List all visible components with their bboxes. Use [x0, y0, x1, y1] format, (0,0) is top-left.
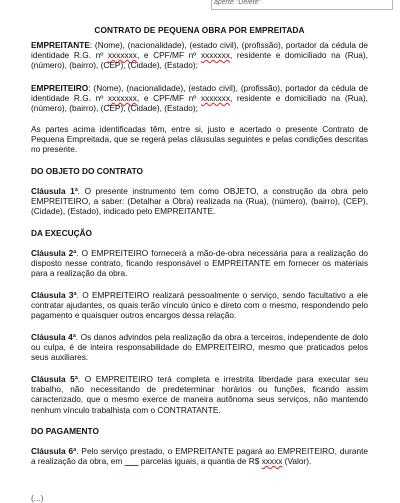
clausula-6-label: Cláusula 6ª [31, 446, 77, 456]
clausula-1-label: Cláusula 1ª [31, 186, 78, 196]
clausula-2-label: Cláusula 2ª [31, 248, 77, 258]
clausula-6-value: xxxxx [261, 456, 283, 467]
clausula-6 [31, 446, 368, 466]
section-pagamento-heading: DO PAGAMENTO [31, 426, 99, 436]
clausula-4 [31, 332, 368, 363]
empreitante-cpf: xxxxxxx [200, 50, 230, 61]
intro-paragraph: As partes acima identificadas têm, entre si, justo e acertado o presente Contrato de Pequena Empreitada, que se regerá pelas cláusulas seguintes e pelas condições descritas no presente. [31, 124, 368, 155]
clausula-3-text: . O EMPREITEIRO realizará pessoalmente o serviço, sendo facultativo a ele contratar ajudantes, os quais terão vínculo único e direto com o mesmo, respondendo pelo pagamento e quaisquer outros encargos dessa relação. [31, 290, 369, 321]
empreitante-rg: xxxxxxx [107, 50, 137, 61]
clausula-6-text-3: (Valor). [282, 456, 312, 467]
empreiteiro-text-1: : (Nome), (nacionalidade), (estado civil), (profissão), portador da cédula de identidade R.G. nº [31, 83, 368, 104]
clausula-1 [31, 186, 368, 217]
tooltip-note: aperte "Delete" [211, 0, 393, 10]
empreiteiro-text-2: , e CPF/MF nº [136, 93, 201, 104]
clausula-6-text-2: parcelas iguais, a quantia de R$ [138, 456, 262, 467]
empreitante-paragraph [31, 40, 368, 71]
clausula-5-label: Cláusula 5ª [31, 374, 78, 384]
document-title: CONTRATO DE PEQUENA OBRA POR EMPREITADA [94, 25, 305, 35]
empreiteiro-label: EMPREITEIRO [31, 83, 89, 93]
section-objeto-heading: DO OBJETO DO CONTRATO [31, 166, 144, 176]
empreiteiro-cpf: xxxxxxx [200, 93, 230, 104]
empreiteiro-text-3: , residente e domiciliado na (Rua), (número), (bairro), (CEP), (Cidade), (Estado); [31, 93, 368, 114]
empreitante-label: EMPREITANTE [31, 40, 90, 50]
clausula-2 [31, 248, 368, 279]
empreitante-text-2: , e CPF/MF nº [136, 50, 201, 61]
empreiteiro-paragraph [31, 83, 368, 114]
clausula-5-text: . O EMPREITEIRO terá completa e irrestrita liberdade para executar seu trabalho, não necessitando de predeterminar horários ou funções, ficando assim caracterizado, que o mesmo exerce de maneira autônoma seus serviços, não mantendo nenhum vínculo trabalhista com o CONTRATANTE. [31, 374, 368, 415]
truncated-next-line: (...) [31, 493, 44, 503]
clausula-5 [31, 374, 368, 415]
clausula-3 [31, 290, 368, 321]
section-execucao-heading: DA EXECUÇÃO [31, 228, 93, 238]
clausula-3-label: Cláusula 3ª [31, 290, 77, 300]
clausula-2-text: . O EMPREITEIRO fornecerá a mão-de-obra necessária para a realização do disposto nesse contrato, ficando responsável o EMPREITANTE em fornecer os materiais para a realização da obra. [31, 248, 368, 279]
clausula-4-label: Cláusula 4ª [31, 332, 76, 342]
empreitante-text-3: , residente e domiciliado na (Rua), (número), (bairro), (CEP), (Cidade), (Estado); [31, 50, 368, 71]
clausula-6-blank: ___ [124, 456, 139, 467]
clausula-6-text-1: . Pelo serviço prestado, o EMPREITANTE pagará ao EMPREITEIRO, durante a realização da obra, em [31, 446, 368, 467]
empreiteiro-rg: xxxxxxx [107, 93, 137, 104]
empreitante-text-1: : (Nome), (nacionalidade), (estado civil), (profissão), portador da cédula de identidade R.G. nº [31, 40, 368, 61]
clausula-1-text: . O presente instrumento tem como OBJETO, a construção da obra pelo EMPREITEIRO, a saber: (Detalhar a Obra) realizada na (Rua), (número), (bairro), (CEP), (Cidade), (Estado), indicado pelo EMPREITANTE. [31, 186, 368, 217]
clausula-4-text: . Os danos advindos pela realização da obra a terceiros, independente de dolo ou culpa, é de inteira responsabilidade do EMPREITEIRO, mesmo que praticados pelos seus auxiliares. [31, 332, 369, 363]
